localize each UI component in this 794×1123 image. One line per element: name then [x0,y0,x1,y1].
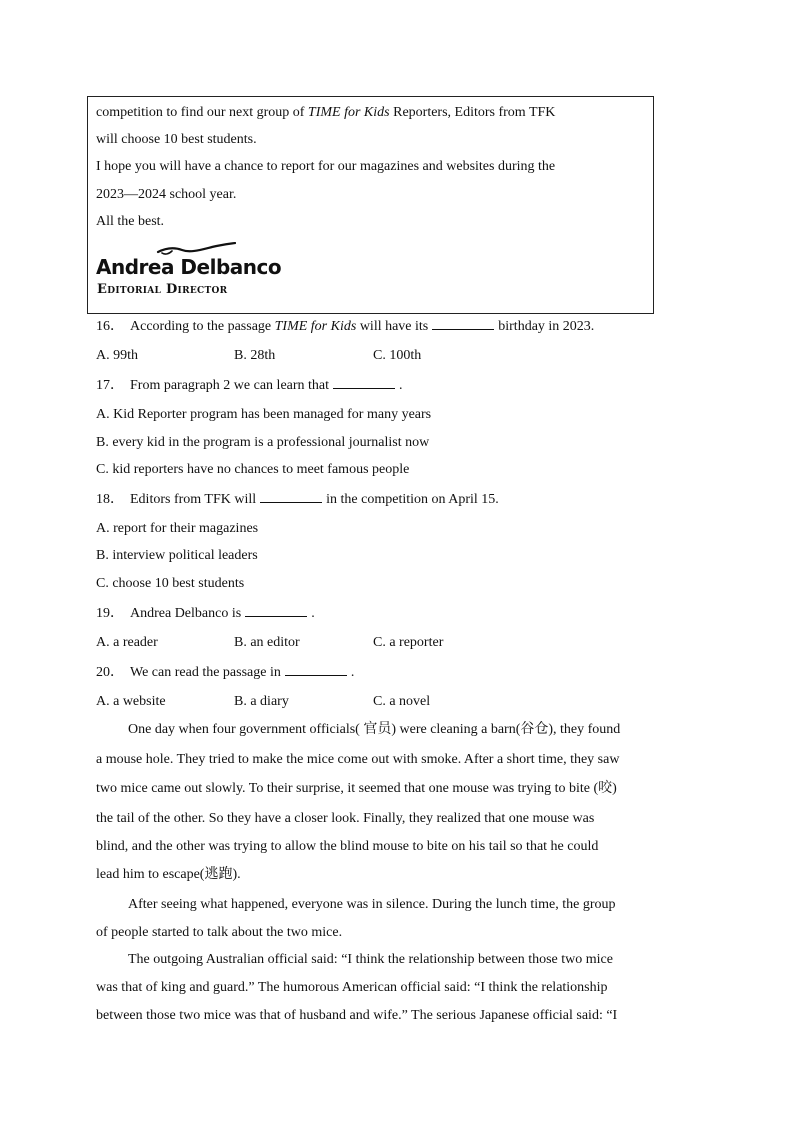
signature-title: Editorial Director [97,282,228,297]
answer-blank[interactable] [260,490,322,503]
letter-text: Reporters, Editors from TFK [389,105,556,120]
question-text: Andrea Delbanco is [130,606,242,621]
question-18 [96,490,499,509]
letter-line-2: will choose 10 best students. [96,132,257,147]
passage-p1-line-4: the tail of the other. So they have a closer look. Finally, they realized that one mouse was [96,811,595,826]
question-text: We can read the passage in [130,665,281,680]
option-16-c: C. 100th [373,348,422,363]
question-number: 19． [96,606,124,621]
answer-blank[interactable] [285,663,347,676]
question-number: 16． [96,319,124,334]
letter-text: competition to find our next group of [96,105,308,120]
passage-p2-line-1: After seeing what happened, everyone was in silence. During the lunch time, the group [128,897,616,912]
answer-blank[interactable] [432,317,494,330]
question-16 [96,317,594,336]
option-16-b: B. 28th [234,348,276,363]
option-20-a: A. a website [96,694,166,709]
answer-blank[interactable] [333,376,395,389]
option-16-a: A. 99th [96,348,138,363]
option-17-c: C. kid reporters have no chances to meet famous people [96,462,410,477]
option-19-c: C. a reporter [373,635,444,650]
question-number: 20． [96,665,124,680]
question-text: . [350,665,355,680]
option-17-b: B. every kid in the program is a professional journalist now [96,435,430,450]
letter-line-1 [96,105,555,121]
answer-blank[interactable] [245,604,307,617]
passage-p3-line-2: was that of king and guard.” The humorous American official said: “I think the relationship [96,980,608,995]
magazine-title: TIME for Kids [307,105,390,120]
passage-p3-line-1: The outgoing Australian official said: “I think the relationship between those two mice [128,952,613,967]
signature [96,242,282,306]
question-text: will have its [356,319,429,334]
passage-p1-line-3: two mice came out slowly. To their surprise, it seemed that one mouse was trying to bite (咬) [96,781,617,796]
letter-line-3: I hope you will have a chance to report for our magazines and websites during the [96,159,556,174]
option-18-c: C. choose 10 best students [96,576,245,591]
letter-line-4: 2023—2024 school year. [96,187,237,202]
question-text: . [311,606,315,621]
question-number: 18． [96,492,124,507]
question-20 [96,663,354,682]
question-text: According to the passage [130,319,275,334]
option-17-a: A. Kid Reporter program has been managed for many years [96,407,432,422]
signature-name: Andrea Delbanco [96,255,282,279]
option-18-a: A. report for their magazines [96,521,259,536]
passage-p1-line-5: blind, and the other was trying to allow the blind mouse to bite on his tail so that he could [96,839,599,854]
option-19-a: A. a reader [96,635,158,650]
question-17 [96,376,403,395]
letter-line-5: All the best. [96,214,165,229]
option-20-c: C. a novel [373,694,431,709]
option-19-b: B. an editor [234,635,300,650]
question-text: in the competition on April 15. [326,492,499,507]
question-text: Editors from TFK will [130,492,257,507]
question-number: 17． [96,378,124,393]
question-text: . [399,378,403,393]
signature-flourish-icon [156,242,236,256]
question-text: From paragraph 2 we can learn that [130,378,330,393]
passage-p1-line-6: lead him to escape(逃跑). [96,867,241,882]
magazine-title: TIME for Kids [274,319,357,334]
passage-p2-line-2: of people started to talk about the two mice. [96,925,343,940]
option-20-b: B. a diary [234,694,289,709]
question-text: birthday in 2023. [498,319,595,334]
passage-p3-line-3: between those two mice was that of husband and wife.” The serious Japanese official said: “I [96,1008,618,1023]
passage-p1-line-2: a mouse hole. They tried to make the mice come out with smoke. After a short time, they saw [96,752,620,767]
passage-p1-line-1: One day when four government officials( 官员) were cleaning a barn(谷仓), they found [128,722,621,737]
option-18-b: B. interview political leaders [96,548,258,563]
question-19 [96,604,315,623]
letter-box [87,96,654,314]
